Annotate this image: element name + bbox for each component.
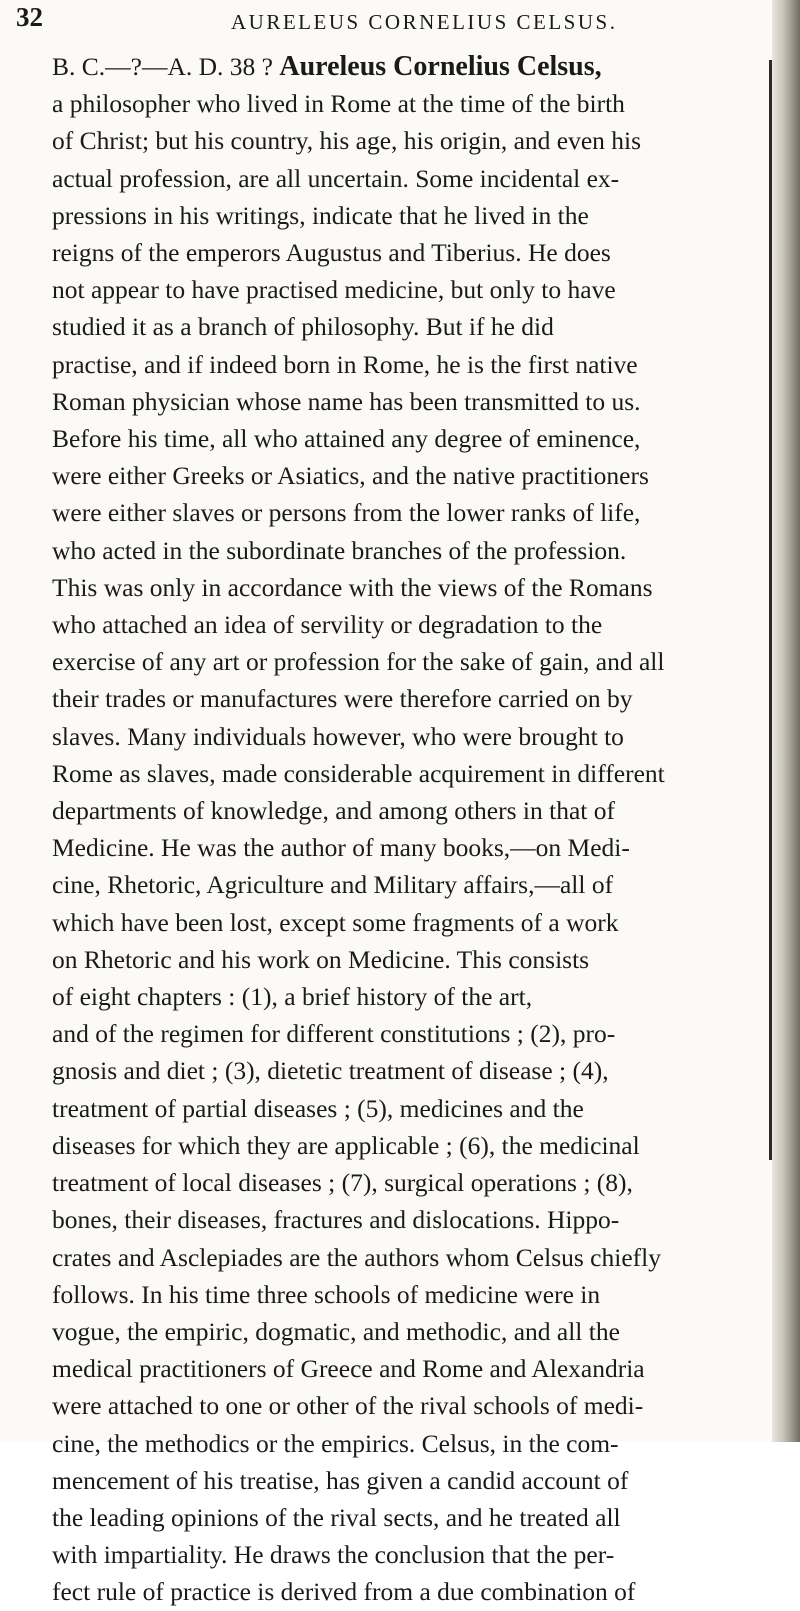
text-line: departments of knowledge, and among others in that of [52,796,615,826]
text-line: the leading opinions of the rival sects, and he treated all [52,1502,621,1532]
text-line: actual profession, are all uncertain. Some incidental ex- [52,163,620,193]
entry-dates: B. C.—?—A. D. 38 ? [52,52,273,81]
running-head [16,2,756,38]
text-line: were attached to one or other of the rival schools of medi- [52,1391,644,1421]
text-line: This was only in accordance with the views of the Romans [52,572,653,602]
entry-name: Aureleus Cornelius Celsus, [279,51,602,82]
text-line: follows. In his time three schools of medicine were in [52,1279,601,1309]
running-title: AURELEUS CORNELIUS CELSUS. [231,10,618,34]
text-line: on Rhetoric and his work on Medicine. This consists [52,944,590,974]
text-line: of eight chapters : (1), a brief history of the art, [52,982,533,1012]
text-line: with impartiality. He draws the conclusion that the per- [52,1540,615,1570]
text-line: mencement of his treatise, has given a candid account of [52,1465,629,1495]
text-line: bones, their diseases, fractures and dislocations. Hippo- [52,1205,620,1235]
text-line: Rome as slaves, made considerable acquirement in different [52,758,665,788]
entry-body [52,48,774,1611]
text-line: Roman physician whose name has been transmitted to us. [52,386,641,416]
text-line: crates and Asclepiades are the authors whom Celsus chiefly [52,1242,661,1272]
book-gutter [772,0,800,1442]
text-line: a philosopher who lived in Rome at the time of the birth [52,89,625,119]
text-line: diseases for which they are applicable ; (6), the medicinal [52,1130,640,1160]
text-line: were either slaves or persons from the lower ranks of life, [52,498,641,528]
text-line: exercise of any art or profession for the sake of gain, and all [52,647,665,677]
text-line: fect rule of practice is derived from a due combination of [52,1577,636,1607]
text-line: pressions in his writings, indicate that he lived in the [52,200,589,230]
text-line: practise, and if indeed born in Rome, he is the first native [52,349,638,379]
text-line: of Christ; but his country, his age, his origin, and even his [52,126,642,156]
text-line: their trades or manufactures were therefore carried on by [52,684,633,714]
text-line: who acted in the subordinate branches of the profession. [52,535,627,565]
text-line: cine, the methodics or the empirics. Celsus, in the com- [52,1428,619,1458]
text-line: reigns of the emperors Augustus and Tiberius. He does [52,238,611,268]
text-line: Before his time, all who attained any degree of eminence, [52,424,641,454]
text-line: treatment of local diseases ; (7), surgical operations ; (8), [52,1168,633,1198]
text-line: cine, Rhetoric, Agriculture and Military affairs,—all of [52,870,614,900]
text-line: not appear to have practised medicine, but only to have [52,275,616,305]
text-line: and of the regimen for different constitutions ; (2), pro- [52,1019,616,1049]
text-line: were either Greeks or Asiatics, and the native practitioners [52,461,649,491]
text-line: treatment of partial diseases ; (5), medicines and the [52,1093,584,1123]
text-line: slaves. Many individuals however, who were brought to [52,721,624,751]
text-line: who attached an idea of servility or degradation to the [52,610,603,640]
text-line: Medicine. He was the author of many books,—on Medi- [52,833,630,863]
text-line: vogue, the empiric, dogmatic, and methodic, and all the [52,1316,620,1346]
text-line: gnosis and diet ; (3), dietetic treatment of disease ; (4), [52,1056,609,1086]
heading-line [52,48,774,85]
text-line: which have been lost, except some fragments of a work [52,907,619,937]
text-line: studied it as a branch of philosophy. But if he did [52,312,554,342]
page-number: 32 [16,2,43,32]
text-line: medical practitioners of Greece and Rome and Alexandria [52,1354,645,1384]
